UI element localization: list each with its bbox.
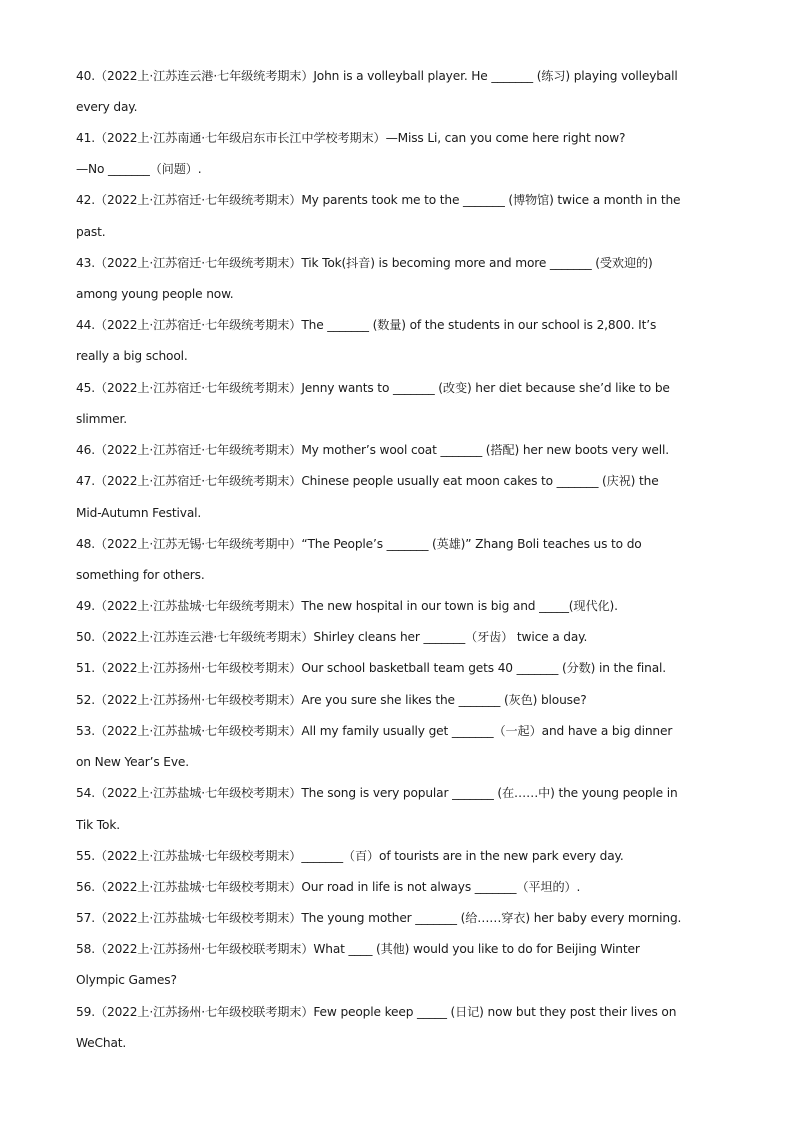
question-59-line-1: 59.（2022上·江苏扬州·七年级校联考期末）Few people keep _____ (日记) now but they post their lives on: [76, 1005, 677, 1019]
question-44-line-1: 44.（2022上·江苏宿迁·七年级统考期末）The _______ (数量) of the students in our school is 2,800. It’s: [76, 318, 657, 332]
question-41-line-1: 41.（2022上·江苏南通·七年级启东市长江中学校考期末）—Miss Li, can you come here right now?: [76, 131, 626, 145]
question-40-line-2: every day.: [76, 100, 138, 114]
question-53-line-2: on New Year’s Eve.: [76, 755, 189, 769]
question-54-line-2: Tik Tok.: [76, 818, 120, 832]
question-53-line-1: 53.（2022上·江苏盐城·七年级校考期末）All my family usually get _______（一起）and have a big dinner: [76, 724, 673, 738]
question-51-line-1: 51.（2022上·江苏扬州·七年级校考期末）Our school basketball team gets 40 _______ (分数) in the final.: [76, 661, 667, 675]
question-56-line-1: 56.（2022上·江苏盐城·七年级校考期末）Our road in life is not always _______（平坦的）.: [76, 880, 581, 894]
question-48-line-1: 48.（2022上·江苏无锡·七年级统考期中）“The People’s _______ (英雄)” Zhang Boli teaches us to do: [76, 537, 642, 551]
question-45-line-1: 45.（2022上·江苏宿迁·七年级统考期末）Jenny wants to _______ (改变) her diet because she’d like to be: [76, 381, 670, 395]
question-48-line-2: something for others.: [76, 568, 205, 582]
question-40-line-1: 40.（2022上·江苏连云港·七年级统考期末）John is a volleyball player. He _______ (练习) playing volleyball: [76, 69, 678, 83]
question-47-line-2: Mid-Autumn Festival.: [76, 506, 202, 520]
question-57-line-1: 57.（2022上·江苏盐城·七年级校考期末）The young mother _______ (给……穿衣) her baby every morning.: [76, 911, 682, 925]
question-59-line-2: WeChat.: [76, 1036, 127, 1050]
question-54-line-1: 54.（2022上·江苏盐城·七年级校考期末）The song is very popular _______ (在……中) the young people in: [76, 786, 678, 800]
question-49-line-1: 49.（2022上·江苏盐城·七年级统考期末）The new hospital in our town is big and _____(现代化).: [76, 599, 618, 613]
question-52-line-1: 52.（2022上·江苏扬州·七年级校考期末）Are you sure she likes the _______ (灰色) blouse?: [76, 693, 587, 707]
question-42-line-2: past.: [76, 225, 106, 239]
question-44-line-2: really a big school.: [76, 349, 188, 363]
question-58-line-2: Olympic Games?: [76, 973, 177, 987]
question-45-line-2: slimmer.: [76, 412, 127, 426]
question-58-line-1: 58.（2022上·江苏扬州·七年级校联考期末）What ____ (其他) would you like to do for Beijing Winter: [76, 942, 640, 956]
question-43-line-1: 43.（2022上·江苏宿迁·七年级统考期末）Tik Tok(抖音) is becoming more and more _______ (受欢迎的): [76, 256, 653, 270]
question-47-line-1: 47.（2022上·江苏宿迁·七年级统考期末）Chinese people usually eat moon cakes to _______ (庆祝) the: [76, 474, 659, 488]
question-55-line-1: 55.（2022上·江苏盐城·七年级校考期末）_______（百）of tourists are in the new park every day.: [76, 849, 624, 863]
question-50-line-1: 50.（2022上·江苏连云港·七年级统考期末）Shirley cleans her _______（牙齿） twice a day.: [76, 630, 588, 644]
question-43-line-2: among young people now.: [76, 287, 234, 301]
question-46-line-1: 46.（2022上·江苏宿迁·七年级统考期末）My mother’s wool coat _______ (搭配) her new boots very well.: [76, 443, 669, 457]
question-41-line-2: —No _______（问题）.: [76, 162, 202, 176]
question-42-line-1: 42.（2022上·江苏宿迁·七年级统考期末）My parents took me to the _______ (博物馆) twice a month in the: [76, 193, 681, 207]
